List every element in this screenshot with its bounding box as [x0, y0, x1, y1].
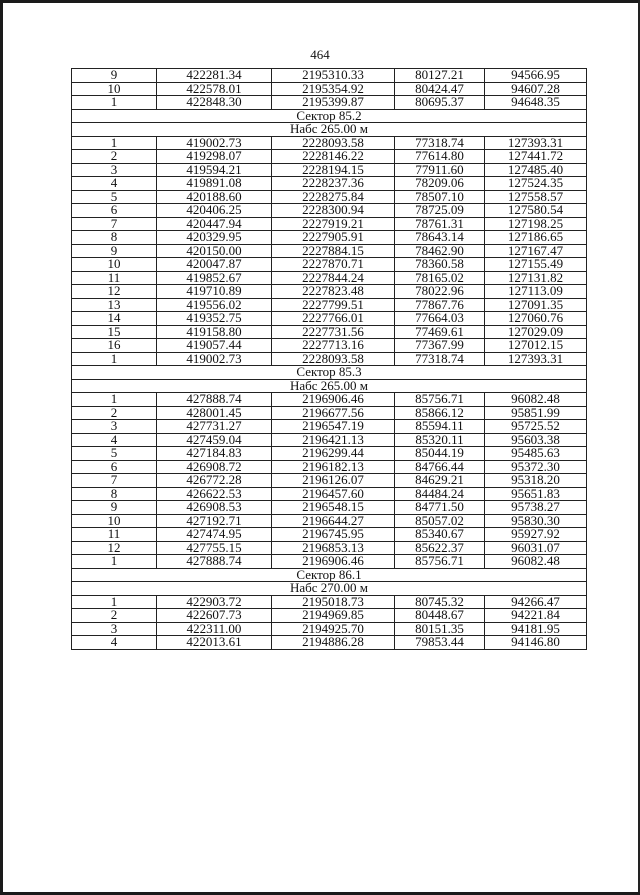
y-coordinate-cell: 2196457.60: [272, 487, 395, 501]
sector-header-cell: Набс 265.00 м: [72, 123, 587, 137]
table-row: [72, 339, 587, 353]
y-coordinate-cell: 2228275.84: [272, 190, 395, 204]
y-coordinate-cell: 2195018.73: [272, 595, 395, 609]
x-coordinate-cell: 428001.45: [157, 406, 272, 420]
y-coordinate-cell: 2196853.13: [272, 541, 395, 555]
x-coordinate-cell: 427888.74: [157, 393, 272, 407]
x-local-cell: 84629.21: [395, 474, 485, 488]
table-row: [72, 474, 587, 488]
point-number-cell: 6: [72, 460, 157, 474]
point-number-cell: 1: [72, 555, 157, 569]
y-coordinate-cell: 2227766.01: [272, 312, 395, 326]
x-coordinate-cell: 419556.02: [157, 298, 272, 312]
x-local-cell: 77911.60: [395, 163, 485, 177]
x-local-cell: 85340.67: [395, 528, 485, 542]
table-row: [72, 82, 587, 96]
point-number-cell: 5: [72, 447, 157, 461]
point-number-cell: 8: [72, 231, 157, 245]
table-row: [72, 163, 587, 177]
table-row: [72, 636, 587, 650]
x-coordinate-cell: 426622.53: [157, 487, 272, 501]
x-coordinate-cell: 426908.72: [157, 460, 272, 474]
x-coordinate-cell: 420047.87: [157, 258, 272, 272]
x-local-cell: 78761.31: [395, 217, 485, 231]
point-number-cell: 3: [72, 420, 157, 434]
table-row: [72, 244, 587, 258]
y-coordinate-cell: 2227731.56: [272, 325, 395, 339]
y-local-cell: 127091.35: [485, 298, 587, 312]
y-coordinate-cell: 2194925.70: [272, 622, 395, 636]
table-row: [72, 96, 587, 110]
y-coordinate-cell: 2196745.95: [272, 528, 395, 542]
y-local-cell: 127524.35: [485, 177, 587, 191]
y-local-cell: 94266.47: [485, 595, 587, 609]
y-local-cell: 127580.54: [485, 204, 587, 218]
point-number-cell: 10: [72, 82, 157, 96]
table-row: [72, 501, 587, 515]
y-local-cell: 94566.95: [485, 69, 587, 83]
y-coordinate-cell: 2228093.58: [272, 136, 395, 150]
x-coordinate-cell: 422281.34: [157, 69, 272, 83]
y-local-cell: 96031.07: [485, 541, 587, 555]
table-row: [72, 514, 587, 528]
x-local-cell: 80127.21: [395, 69, 485, 83]
point-number-cell: 2: [72, 609, 157, 623]
x-local-cell: 84484.24: [395, 487, 485, 501]
sector-header-row: [72, 582, 587, 596]
y-local-cell: 95738.27: [485, 501, 587, 515]
y-local-cell: 127441.72: [485, 150, 587, 164]
x-local-cell: 80695.37: [395, 96, 485, 110]
x-local-cell: 85594.11: [395, 420, 485, 434]
point-number-cell: 1: [72, 96, 157, 110]
point-number-cell: 12: [72, 541, 157, 555]
point-number-cell: 4: [72, 636, 157, 650]
table-row: [72, 312, 587, 326]
y-coordinate-cell: 2228237.36: [272, 177, 395, 191]
y-local-cell: 96082.48: [485, 393, 587, 407]
y-local-cell: 127485.40: [485, 163, 587, 177]
coordinates-table: [71, 68, 587, 650]
y-coordinate-cell: 2196906.46: [272, 555, 395, 569]
y-local-cell: 127060.76: [485, 312, 587, 326]
y-coordinate-cell: 2196299.44: [272, 447, 395, 461]
point-number-cell: 9: [72, 244, 157, 258]
x-coordinate-cell: 427888.74: [157, 555, 272, 569]
y-coordinate-cell: 2194969.85: [272, 609, 395, 623]
x-local-cell: 78022.96: [395, 285, 485, 299]
table-row: [72, 541, 587, 555]
y-local-cell: 127186.65: [485, 231, 587, 245]
x-coordinate-cell: 420150.00: [157, 244, 272, 258]
x-local-cell: 85866.12: [395, 406, 485, 420]
y-local-cell: 94607.28: [485, 82, 587, 96]
x-local-cell: 78507.10: [395, 190, 485, 204]
x-coordinate-cell: 427184.83: [157, 447, 272, 461]
y-coordinate-cell: 2227844.24: [272, 271, 395, 285]
table-row: [72, 231, 587, 245]
y-coordinate-cell: 2228146.22: [272, 150, 395, 164]
x-local-cell: 77367.99: [395, 339, 485, 353]
scan-border-top: [0, 0, 640, 3]
x-coordinate-cell: 419710.89: [157, 285, 272, 299]
x-local-cell: 84766.44: [395, 460, 485, 474]
sector-header-row: [72, 123, 587, 137]
point-number-cell: 2: [72, 150, 157, 164]
y-coordinate-cell: 2196677.56: [272, 406, 395, 420]
table-row: [72, 69, 587, 83]
point-number-cell: 10: [72, 514, 157, 528]
point-number-cell: 16: [72, 339, 157, 353]
coordinates-table-body: [72, 69, 587, 650]
x-coordinate-cell: 419352.75: [157, 312, 272, 326]
x-coordinate-cell: 427192.71: [157, 514, 272, 528]
x-coordinate-cell: 419891.08: [157, 177, 272, 191]
point-number-cell: 8: [72, 487, 157, 501]
x-local-cell: 85756.71: [395, 393, 485, 407]
x-coordinate-cell: 427474.95: [157, 528, 272, 542]
point-number-cell: 13: [72, 298, 157, 312]
sector-header-row: [72, 379, 587, 393]
x-local-cell: 77614.80: [395, 150, 485, 164]
table-row: [72, 352, 587, 366]
table-row: [72, 487, 587, 501]
x-coordinate-cell: 419002.73: [157, 352, 272, 366]
x-local-cell: 80151.35: [395, 622, 485, 636]
y-coordinate-cell: 2195399.87: [272, 96, 395, 110]
x-local-cell: 78643.14: [395, 231, 485, 245]
x-coordinate-cell: 420447.94: [157, 217, 272, 231]
y-local-cell: 94221.84: [485, 609, 587, 623]
point-number-cell: 9: [72, 69, 157, 83]
sector-header-row: [72, 366, 587, 380]
point-number-cell: 4: [72, 433, 157, 447]
point-number-cell: 14: [72, 312, 157, 326]
y-coordinate-cell: 2196548.15: [272, 501, 395, 515]
x-local-cell: 77469.61: [395, 325, 485, 339]
point-number-cell: 2: [72, 406, 157, 420]
y-local-cell: 94648.35: [485, 96, 587, 110]
y-local-cell: 95927.92: [485, 528, 587, 542]
x-local-cell: 85320.11: [395, 433, 485, 447]
y-coordinate-cell: 2194886.28: [272, 636, 395, 650]
point-number-cell: 12: [72, 285, 157, 299]
point-number-cell: 11: [72, 528, 157, 542]
x-local-cell: 79853.44: [395, 636, 485, 650]
y-local-cell: 95603.38: [485, 433, 587, 447]
x-local-cell: 78360.58: [395, 258, 485, 272]
point-number-cell: 6: [72, 204, 157, 218]
y-coordinate-cell: 2195354.92: [272, 82, 395, 96]
x-coordinate-cell: 420406.25: [157, 204, 272, 218]
y-coordinate-cell: 2227919.21: [272, 217, 395, 231]
y-local-cell: 127113.09: [485, 285, 587, 299]
point-number-cell: 5: [72, 190, 157, 204]
x-coordinate-cell: 427731.27: [157, 420, 272, 434]
y-local-cell: 127029.09: [485, 325, 587, 339]
y-coordinate-cell: 2227870.71: [272, 258, 395, 272]
x-local-cell: 80448.67: [395, 609, 485, 623]
table-row: [72, 420, 587, 434]
x-coordinate-cell: 422607.73: [157, 609, 272, 623]
table-row: [72, 271, 587, 285]
table-row: [72, 325, 587, 339]
sector-header-cell: Набс 265.00 м: [72, 379, 587, 393]
point-number-cell: 15: [72, 325, 157, 339]
y-coordinate-cell: 2227799.51: [272, 298, 395, 312]
x-local-cell: 77867.76: [395, 298, 485, 312]
x-local-cell: 78462.90: [395, 244, 485, 258]
y-local-cell: 127393.31: [485, 136, 587, 150]
table-row: [72, 447, 587, 461]
y-local-cell: 95485.63: [485, 447, 587, 461]
table-row: [72, 595, 587, 609]
x-local-cell: 78725.09: [395, 204, 485, 218]
table-row: [72, 177, 587, 191]
y-local-cell: 127393.31: [485, 352, 587, 366]
table-row: [72, 298, 587, 312]
table-row: [72, 285, 587, 299]
y-local-cell: 95830.30: [485, 514, 587, 528]
x-local-cell: 78209.06: [395, 177, 485, 191]
x-coordinate-cell: 422578.01: [157, 82, 272, 96]
table-row: [72, 393, 587, 407]
x-local-cell: 77318.74: [395, 352, 485, 366]
table-row: [72, 204, 587, 218]
x-coordinate-cell: 419298.07: [157, 150, 272, 164]
table-row: [72, 190, 587, 204]
y-coordinate-cell: 2228093.58: [272, 352, 395, 366]
y-local-cell: 127167.47: [485, 244, 587, 258]
y-local-cell: 127558.57: [485, 190, 587, 204]
x-local-cell: 80424.47: [395, 82, 485, 96]
x-coordinate-cell: 419057.44: [157, 339, 272, 353]
x-local-cell: 77318.74: [395, 136, 485, 150]
table-row: [72, 622, 587, 636]
x-local-cell: 84771.50: [395, 501, 485, 515]
x-coordinate-cell: 419594.21: [157, 163, 272, 177]
x-coordinate-cell: 426772.28: [157, 474, 272, 488]
x-coordinate-cell: 419852.67: [157, 271, 272, 285]
y-coordinate-cell: 2196182.13: [272, 460, 395, 474]
y-local-cell: 95318.20: [485, 474, 587, 488]
table-row: [72, 433, 587, 447]
y-coordinate-cell: 2196126.07: [272, 474, 395, 488]
y-local-cell: 96082.48: [485, 555, 587, 569]
sector-header-cell: Сектор 86.1: [72, 568, 587, 582]
y-local-cell: 95725.52: [485, 420, 587, 434]
table-row: [72, 406, 587, 420]
y-local-cell: 127012.15: [485, 339, 587, 353]
y-local-cell: 127198.25: [485, 217, 587, 231]
point-number-cell: 9: [72, 501, 157, 515]
x-local-cell: 85756.71: [395, 555, 485, 569]
point-number-cell: 1: [72, 393, 157, 407]
sector-header-cell: Сектор 85.3: [72, 366, 587, 380]
x-coordinate-cell: 427755.15: [157, 541, 272, 555]
y-local-cell: 94146.80: [485, 636, 587, 650]
x-coordinate-cell: 419158.80: [157, 325, 272, 339]
table-row: [72, 258, 587, 272]
x-local-cell: 78165.02: [395, 271, 485, 285]
point-number-cell: 3: [72, 163, 157, 177]
y-coordinate-cell: 2195310.33: [272, 69, 395, 83]
y-local-cell: 95372.30: [485, 460, 587, 474]
table-row: [72, 609, 587, 623]
point-number-cell: 10: [72, 258, 157, 272]
y-coordinate-cell: 2227713.16: [272, 339, 395, 353]
y-local-cell: 95651.83: [485, 487, 587, 501]
point-number-cell: 1: [72, 352, 157, 366]
y-coordinate-cell: 2196421.13: [272, 433, 395, 447]
x-local-cell: 85044.19: [395, 447, 485, 461]
y-coordinate-cell: 2227823.48: [272, 285, 395, 299]
table-row: [72, 217, 587, 231]
point-number-cell: 11: [72, 271, 157, 285]
table-row: [72, 150, 587, 164]
x-coordinate-cell: 419002.73: [157, 136, 272, 150]
sector-header-row: [72, 109, 587, 123]
y-coordinate-cell: 2196644.27: [272, 514, 395, 528]
y-local-cell: 127155.49: [485, 258, 587, 272]
x-coordinate-cell: 427459.04: [157, 433, 272, 447]
x-coordinate-cell: 420188.60: [157, 190, 272, 204]
y-local-cell: 127131.82: [485, 271, 587, 285]
x-coordinate-cell: 422311.00: [157, 622, 272, 636]
y-local-cell: 95851.99: [485, 406, 587, 420]
point-number-cell: 3: [72, 622, 157, 636]
sector-header-cell: Набс 270.00 м: [72, 582, 587, 596]
point-number-cell: 7: [72, 474, 157, 488]
y-local-cell: 94181.95: [485, 622, 587, 636]
x-coordinate-cell: 422848.30: [157, 96, 272, 110]
point-number-cell: 1: [72, 136, 157, 150]
x-coordinate-cell: 420329.95: [157, 231, 272, 245]
x-local-cell: 77664.03: [395, 312, 485, 326]
x-coordinate-cell: 422903.72: [157, 595, 272, 609]
table-row: [72, 136, 587, 150]
scan-border-left: [0, 0, 3, 895]
x-local-cell: 85057.02: [395, 514, 485, 528]
point-number-cell: 7: [72, 217, 157, 231]
point-number-cell: 4: [72, 177, 157, 191]
x-local-cell: 80745.32: [395, 595, 485, 609]
y-coordinate-cell: 2227905.91: [272, 231, 395, 245]
y-coordinate-cell: 2196906.46: [272, 393, 395, 407]
table-row: [72, 555, 587, 569]
sector-header-row: [72, 568, 587, 582]
page-number: 464: [310, 47, 330, 62]
x-coordinate-cell: 426908.53: [157, 501, 272, 515]
y-coordinate-cell: 2227884.15: [272, 244, 395, 258]
x-local-cell: 85622.37: [395, 541, 485, 555]
x-coordinate-cell: 422013.61: [157, 636, 272, 650]
sector-header-cell: Сектор 85.2: [72, 109, 587, 123]
y-coordinate-cell: 2196547.19: [272, 420, 395, 434]
y-coordinate-cell: 2228194.15: [272, 163, 395, 177]
point-number-cell: 1: [72, 595, 157, 609]
table-row: [72, 460, 587, 474]
table-row: [72, 528, 587, 542]
y-coordinate-cell: 2228300.94: [272, 204, 395, 218]
